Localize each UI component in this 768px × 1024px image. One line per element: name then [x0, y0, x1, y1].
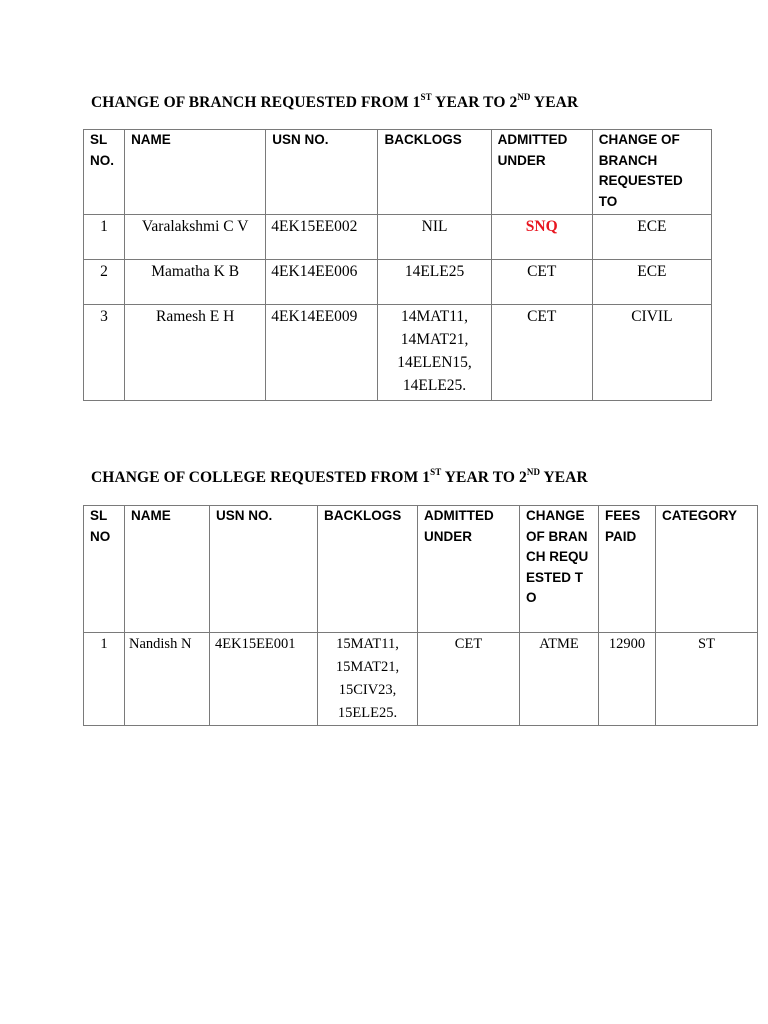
table-row [84, 305, 712, 401]
cell-usn: 4EK14EE009 [266, 305, 378, 401]
superscript-st: ST [420, 92, 432, 102]
college-change-title [91, 469, 588, 487]
superscript-nd: ND [526, 467, 541, 477]
cell-admitted-under: SNQ [491, 215, 592, 260]
cell-sl-no: 1 [84, 633, 125, 726]
header-admitted-under: ADMITTED UNDER [491, 130, 592, 215]
cell-backlogs: 15MAT11, 15MAT21, 15CIV23, 15ELE25. [318, 633, 418, 726]
header-backlogs: BACKLOGS [378, 130, 491, 215]
cell-name: Ramesh E H [125, 305, 266, 401]
cell-change-to: ECE [592, 260, 711, 305]
cell-admitted-under: CET [491, 260, 592, 305]
header-sl-no: SL NO [84, 506, 125, 633]
title-text: CHANGE OF BRANCH REQUESTED FROM 1 [91, 94, 421, 111]
table-header-row [84, 130, 712, 215]
cell-usn: 4EK15EE002 [266, 215, 378, 260]
cell-usn: 4EK14EE006 [266, 260, 378, 305]
table-header-row [84, 506, 758, 633]
cell-change-to: CIVIL [592, 305, 711, 401]
cell-admitted-under: CET [491, 305, 592, 401]
header-change-of-branch: CHANGE OF BRANCH REQUESTED TO [520, 506, 599, 633]
cell-usn: 4EK15EE001 [210, 633, 318, 726]
cell-category: ST [656, 633, 758, 726]
header-change-of-branch: CHANGE OF BRANCH REQUESTED TO [592, 130, 711, 215]
superscript-nd: ND [517, 92, 531, 102]
cell-sl-no: 3 [84, 305, 125, 401]
header-sl-no: SL NO. [84, 130, 125, 215]
header-name: NAME [125, 130, 266, 215]
header-fees-paid: FEES PAID [599, 506, 656, 633]
title-text: YEAR TO 2 [431, 94, 518, 111]
title-text: YEAR TO 2 [441, 469, 527, 486]
cell-backlogs: 14MAT11, 14MAT21, 14ELEN15, 14ELE25. [378, 305, 491, 401]
title-text: CHANGE OF COLLEGE REQUESTED FROM 1 [91, 469, 431, 486]
table-row [84, 260, 712, 305]
branch-change-title [91, 94, 578, 112]
cell-admitted-under: CET [418, 633, 520, 726]
cell-sl-no: 1 [84, 215, 125, 260]
branch-change-table [83, 129, 712, 401]
header-admitted-under: ADMITTED UNDER [418, 506, 520, 633]
title-text: YEAR [530, 94, 579, 111]
cell-change-to: ATME [520, 633, 599, 726]
header-usn: USN NO. [210, 506, 318, 633]
cell-change-to: ECE [592, 215, 711, 260]
cell-name: Varalakshmi C V [125, 215, 266, 260]
title-text: YEAR [540, 469, 588, 486]
header-name: NAME [125, 506, 210, 633]
superscript-st: ST [430, 467, 442, 477]
header-backlogs: BACKLOGS [318, 506, 418, 633]
cell-fees-paid: 12900 [599, 633, 656, 726]
header-category: CATEGORY [656, 506, 758, 633]
college-change-table [83, 505, 758, 726]
cell-backlogs: NIL [378, 215, 491, 260]
cell-name: Mamatha K B [125, 260, 266, 305]
header-usn: USN NO. [266, 130, 378, 215]
cell-sl-no: 2 [84, 260, 125, 305]
table-row [84, 633, 758, 726]
table-row [84, 215, 712, 260]
cell-backlogs: 14ELE25 [378, 260, 491, 305]
cell-name: Nandish N [125, 633, 210, 726]
